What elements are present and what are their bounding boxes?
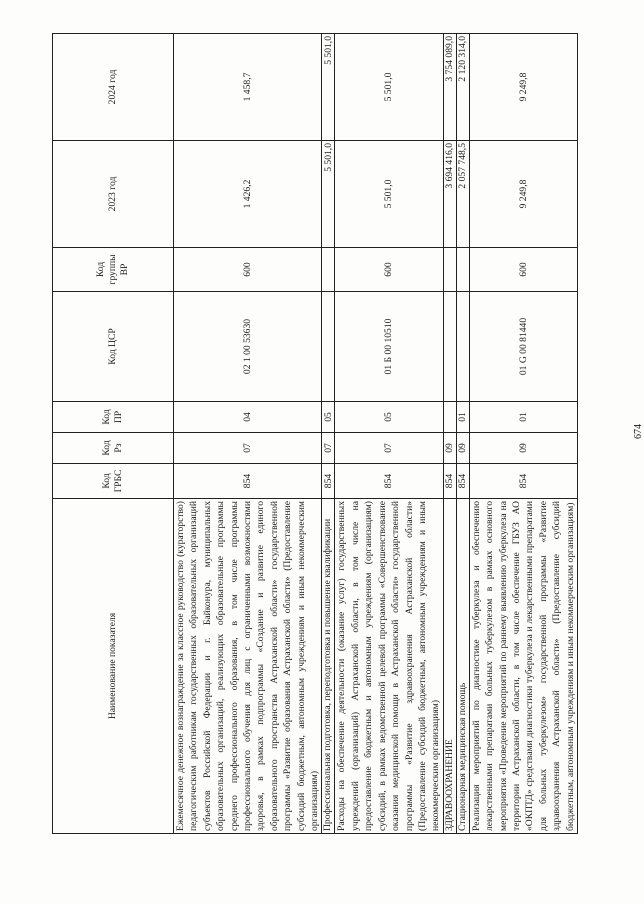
row-2023: 2 057 748,5 xyxy=(456,141,469,248)
row-name: Ежемесячное денежное вознаграждение за классное руководство (кураторство) педагогическим работникам государственных образовательных организаций субъектов Российской Федерации и г. Байконура, муниципальных образовательных организаций, реализующих образовательные программы среднего профессионального образования, в том числе программы профессионального обучения для лиц с ограниченными возможностями здоровья, в рамках подпрограммы «Создание и развитие единого образовательного пространства Астраханской области» государственной программы «Развитие образования Астраханской области» (Предоставление субсидий бюджетным, автономным учреждениям и иным некоммерческим организациям) xyxy=(174,499,322,834)
row-2024: 5 501,0 xyxy=(322,34,335,141)
row-2023: 5 501,0 xyxy=(322,141,335,248)
row-2024: 2 120 314,0 xyxy=(456,34,469,141)
row-2024: 9 249,8 xyxy=(469,34,577,141)
row-grbs: 854 xyxy=(443,464,456,499)
row-rz: 09 xyxy=(456,433,469,464)
row-csr xyxy=(443,292,456,402)
row-grbs: 854 xyxy=(456,464,469,499)
row-rz: 07 xyxy=(174,433,322,464)
row-name: Стационарная медицинская помощь xyxy=(456,499,469,834)
row-csr: 01 G 00 81440 xyxy=(469,292,577,402)
table-row xyxy=(322,34,335,834)
row-rz: 07 xyxy=(322,433,335,464)
table-row xyxy=(335,34,443,834)
header-2023: 2023 год xyxy=(53,141,174,248)
row-name: Профессиональная подготовка, переподготовка и повышение квалификации xyxy=(322,499,335,834)
row-pr: 05 xyxy=(335,402,443,433)
table-row xyxy=(443,34,456,834)
header-pr: Код ПР xyxy=(53,402,174,433)
row-2023: 1 426,2 xyxy=(174,141,322,248)
row-2024: 3 754 089,0 xyxy=(443,34,456,141)
row-pr: 01 xyxy=(469,402,577,433)
row-2023: 9 249,8 xyxy=(469,141,577,248)
row-name: Реализация мероприятий по диагностике туберкулеза и обеспечению лекарственными препаратами больных туберкулезом в рамках основного мероприятия «Проведение мероприятий по раннему выявлению туберкулеза на территории Астраханской области, в том числе обеспечение ГБУЗ АО «ОКПТД» средствами диагностики туберкулеза и лекарственными препаратами для больных туберкулезом» государственной программы «Развитие здравоохранения Астраханской области» (Предоставление субсидий бюджетным, автономным учреждениям и иным некоммерческим организациям) xyxy=(469,499,577,834)
header-name: Наименование показателя xyxy=(53,499,174,834)
header-csr: Код ЦСР xyxy=(53,292,174,402)
row-grbs: 854 xyxy=(469,464,577,499)
row-vr: 600 xyxy=(174,248,322,292)
row-pr: 01 xyxy=(456,402,469,433)
row-grbs: 854 xyxy=(335,464,443,499)
row-2023: 3 694 416,0 xyxy=(443,141,456,248)
row-csr: 02 1 00 53630 xyxy=(174,292,322,402)
table-row xyxy=(174,34,322,834)
row-2023: 5 501,0 xyxy=(335,141,443,248)
header-rz: Код Рз xyxy=(53,433,174,464)
row-vr: 600 xyxy=(335,248,443,292)
row-csr: 01 Б 00 10510 xyxy=(335,292,443,402)
row-csr xyxy=(456,292,469,402)
row-vr: 600 xyxy=(469,248,577,292)
row-name: Расходы на обеспечение деятельности (оказание услуг) государственных учреждений (организаций) Астраханской области, в том числе на предоставление бюджетным и автономным учреждениям (организациям) субсидий, в рамках ведомственной целевой программы «Совершенствование оказания медицинской помощи в Астраханской области» государственной программы «Развитие здравоохранения Астраханской области» (Предоставление субсидий бюджетным, автономным учреждениям и иным некоммерческим организациям) xyxy=(335,499,443,834)
header-2024: 2024 год xyxy=(53,34,174,141)
row-grbs: 854 xyxy=(174,464,322,499)
header-grbs: Код ГРБС xyxy=(53,464,174,499)
table-header-row xyxy=(53,34,174,834)
row-grbs: 854 xyxy=(322,464,335,499)
row-vr xyxy=(443,248,456,292)
row-2024: 5 501,0 xyxy=(335,34,443,141)
table-row xyxy=(469,34,577,834)
row-pr: 05 xyxy=(322,402,335,433)
row-name: ЗДРАВООХРАНЕНИЕ xyxy=(443,499,456,834)
row-pr xyxy=(443,402,456,433)
budget-table xyxy=(52,33,578,834)
rotated-page-content xyxy=(52,34,644,834)
row-rz: 07 xyxy=(335,433,443,464)
row-pr: 04 xyxy=(174,402,322,433)
table-row xyxy=(456,34,469,834)
row-rz: 09 xyxy=(469,433,577,464)
row-vr xyxy=(322,248,335,292)
page-number: 674 xyxy=(633,424,644,439)
row-2024: 1 458,7 xyxy=(174,34,322,141)
row-csr xyxy=(322,292,335,402)
row-rz: 09 xyxy=(443,433,456,464)
header-vr: Код группы ВР xyxy=(53,248,174,292)
row-vr xyxy=(456,248,469,292)
